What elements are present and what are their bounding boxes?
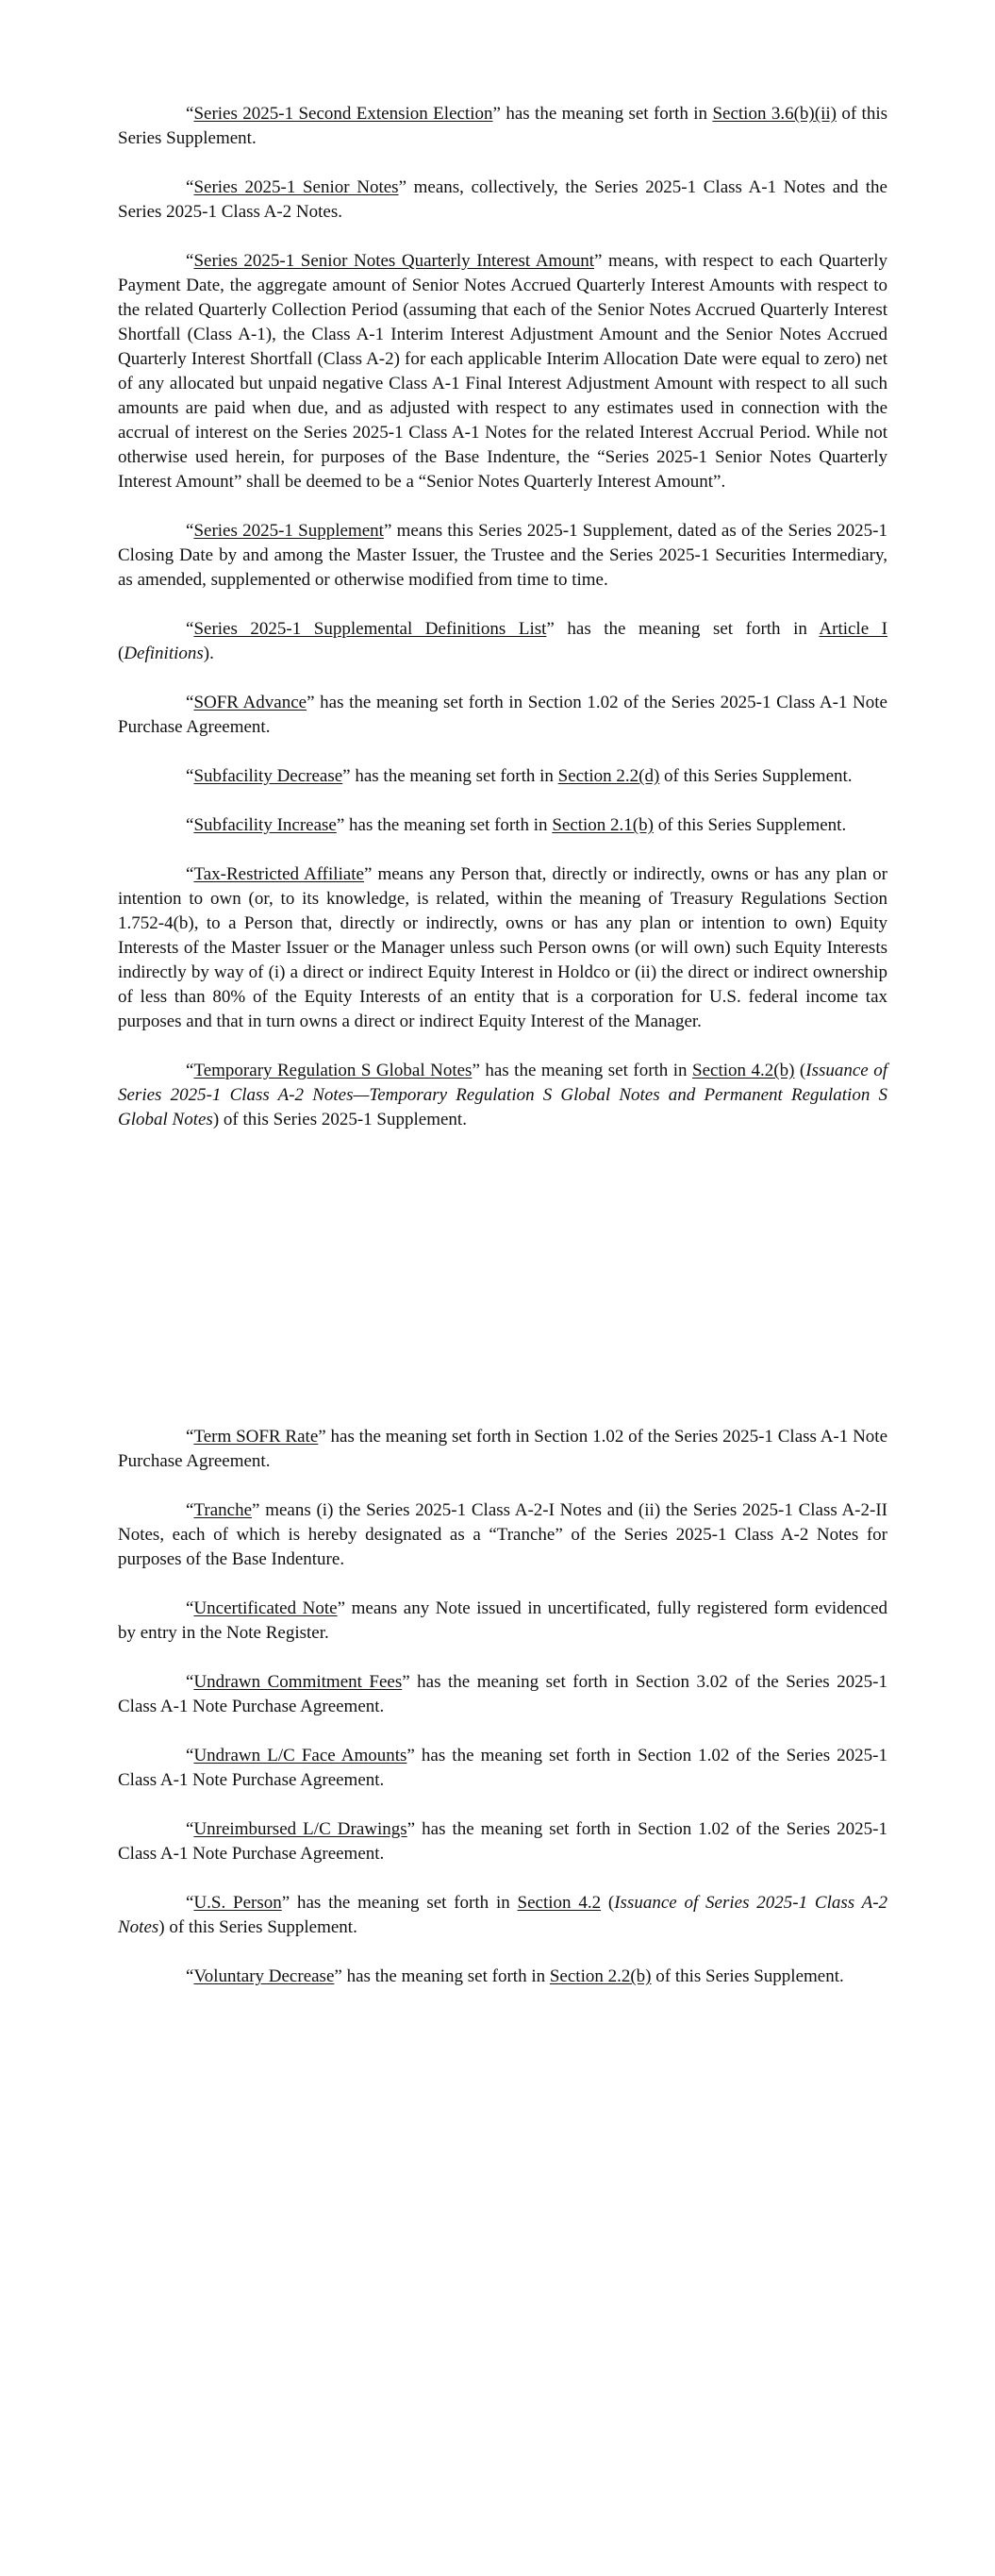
definition-voluntary-decrease: “Voluntary Decrease” has the meaning set forth in Section 2.2(b) of this Series Supplement. xyxy=(186,1966,844,1986)
definition-term-sofr-rate: “Term SOFR Rate” has the meaning set forth in Section 1.02 of the Series 2025-1 Class A-1 Note Purchase Agreement. xyxy=(118,1427,887,1471)
definition-undrawn-lc-face-amounts: “Undrawn L/C Face Amounts” has the meaning set forth in Section 1.02 of the Series 2025-1 Class A-1 Note Purchase Agreement. xyxy=(118,1746,887,1790)
definition-series-2025-1-second-extension-election: “Series 2025-1 Second Extension Election” has the meaning set forth in Section 3.6(b)(ii) of this Series Supplement. xyxy=(118,104,888,148)
defined-term: Undrawn Commitment Fees xyxy=(193,1672,403,1692)
section-reference: Article I xyxy=(819,619,888,639)
definition-series-2025-1-senior-notes: “Series 2025-1 Senior Notes” means, collectively, the Series 2025-1 Class A-1 Notes and the Series 2025-1 Class A-2 Notes. xyxy=(118,177,887,222)
section-reference: Section 4.2 xyxy=(517,1893,602,1913)
definition-subfacility-decrease: “Subfacility Decrease” has the meaning set forth in Section 2.2(d) of this Series Supplement. xyxy=(186,766,853,786)
definitions-bottom xyxy=(118,1425,887,2014)
definition-senior-notes-quarterly-interest-amount: “Series 2025-1 Senior Notes Quarterly Interest Amount” means, with respect to each Quarterly Payment Date, the aggregate amount of Senior Notes Accrued Quarterly Interest Amounts with respect to the related Quarterly Collection Period (assuming that each of the Senior Notes Accrued Quarterly Interest Shortfall (Class A-1), the Class A-1 Interim Interest Adjustment Amount and the Senior Notes Accrued Quarterly Interest Shortfall (Class A-2) for each applicable Interim Allocation Date were equal to zero) net of any allocated but unpaid negative Class A-1 Final Interest Adjustment Amount with respect to all such amounts are paid when due, and as adjusted with respect to any estimates used in connection with the accrual of interest on the Series 2025-1 Class A-1 Notes for the related Interest Accrual Period. While not otherwise used herein, for purposes of the Base Indenture, the “Series 2025-1 Senior Notes Quarterly Interest Amount” shall be deemed to be a “Senior Notes Quarterly Interest Amount”. xyxy=(118,251,887,492)
definition-unreimbursed-lc-drawings: “Unreimbursed L/C Drawings” has the meaning set forth in Section 1.02 of the Series 2025-1 Class A-1 Note Purchase Agreement. xyxy=(118,1819,887,1864)
defined-term: U.S. Person xyxy=(193,1893,282,1913)
defined-term: Series 2025-1 Senior Notes xyxy=(193,177,399,197)
defined-term: Temporary Regulation S Global Notes xyxy=(193,1061,473,1080)
defined-term: Subfacility Decrease xyxy=(193,766,343,786)
defined-term: Unreimbursed L/C Drawings xyxy=(193,1819,407,1839)
defined-term: Tax-Restricted Affiliate xyxy=(193,864,364,884)
section-reference: Section 3.6(b)(ii) xyxy=(712,104,837,124)
definition-supplemental-definitions-list: “Series 2025-1 Supplemental Definitions List” has the meaning set forth in Article I (Definitions). xyxy=(118,619,888,663)
defined-term: Series 2025-1 Senior Notes Quarterly Interest Amount xyxy=(193,251,594,271)
defined-term: Series 2025-1 Supplemental Definitions List xyxy=(193,619,547,639)
defined-term: Subfacility Increase xyxy=(193,815,337,835)
definition-tax-restricted-affiliate: “Tax-Restricted Affiliate” means any Person that, directly or indirectly, owns or has any plan or intention to own (or, to its knowledge, is related, within the meaning of Treasury Regulations Section 1.752-4(b), to a Person that, directly or indirectly, owns or has any plan or intention to own) Equity Interests of the Master Issuer or the Manager unless such Person owns (or will own) such Equity Interests indirectly by way of (i) a direct or indirect Equity Interest in Holdco or (ii) the direct or indirect ownership of less than 80% of the Equity Interests of an entity that is a corporation for U.S. federal income tax purposes and that in turn owns a direct or indirect Equity Interest of the Manager. xyxy=(118,864,887,1031)
defined-term: Series 2025-1 Second Extension Election xyxy=(193,104,493,124)
defined-term: Series 2025-1 Supplement xyxy=(193,521,384,541)
definition-subfacility-increase: “Subfacility Increase” has the meaning set forth in Section 2.1(b) of this Series Supplement. xyxy=(186,815,847,835)
defined-term: Uncertificated Note xyxy=(193,1598,338,1618)
defined-term: Term SOFR Rate xyxy=(193,1427,319,1447)
definitions-top xyxy=(118,102,887,1157)
definition-us-person: “U.S. Person” has the meaning set forth in Section 4.2 (Issuance of Series 2025-1 Class A-2 Notes) of this Series Supplement. xyxy=(118,1893,888,1937)
section-reference: Section 2.2(b) xyxy=(549,1966,652,1986)
section-reference: Section 4.2(b) xyxy=(692,1061,795,1080)
definition-sofr-advance: “SOFR Advance” has the meaning set forth in Section 1.02 of the Series 2025-1 Class A-1 Note Purchase Agreement. xyxy=(118,693,887,737)
defined-term: Undrawn L/C Face Amounts xyxy=(193,1746,407,1765)
definition-tranche: “Tranche” means (i) the Series 2025-1 Class A-2-I Notes and (ii) the Series 2025-1 Class A-2-II Notes, each of which is hereby designated as a “Tranche” of the Series 2025-1 Class A-2 Notes for purposes of the Base Indenture. xyxy=(118,1500,887,1569)
section-reference: Section 2.1(b) xyxy=(552,815,654,835)
definition-undrawn-commitment-fees: “Undrawn Commitment Fees” has the meaning set forth in Section 3.02 of the Series 2025-1 Class A-1 Note Purchase Agreement. xyxy=(118,1672,887,1716)
definition-series-2025-1-supplement: “Series 2025-1 Supplement” means this Series 2025-1 Supplement, dated as of the Series 2025-1 Closing Date by and among the Master Issuer, the Trustee and the Series 2025-1 Securities Intermediary, as amended, supplemented or otherwise modified from time to time. xyxy=(118,521,887,590)
definition-uncertificated-note: “Uncertificated Note” means any Note issued in uncertificated, fully registered form evidenced by entry in the Note Register. xyxy=(118,1598,888,1643)
defined-term: Tranche xyxy=(193,1500,253,1520)
definition-temporary-regulation-s-global-notes: “Temporary Regulation S Global Notes” has the meaning set forth in Section 4.2(b) (Issuance of Series 2025-1 Class A-2 Notes—Temporary Regulation S Global Notes and Permanent Regulation S Global Notes) of this Series 2025-1 Supplement. xyxy=(118,1061,887,1129)
section-reference: Section 2.2(d) xyxy=(557,766,660,786)
defined-term: SOFR Advance xyxy=(193,693,307,712)
defined-term: Voluntary Decrease xyxy=(193,1966,335,1986)
